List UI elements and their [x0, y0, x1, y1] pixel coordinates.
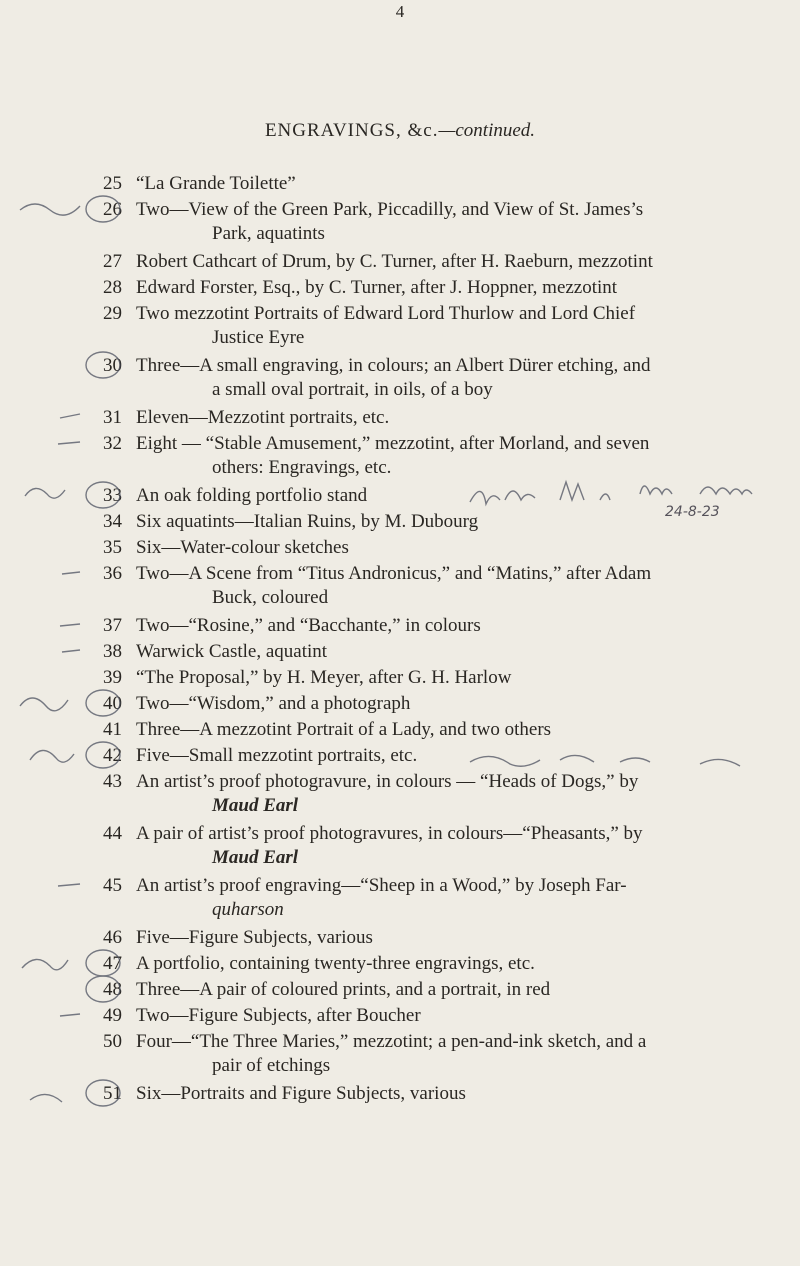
lot-description: Two—Figure Subjects, after Boucher [136, 1005, 421, 1026]
lot-number: 34 [103, 511, 122, 532]
lot-description-cont: quharson [212, 899, 284, 920]
lot-number: 32 [103, 433, 122, 454]
lot-description: Eleven—Mezzotint portraits, etc. [136, 407, 390, 428]
lot-description: Two—View of the Green Park, Piccadilly, and View of St. James’s [136, 199, 644, 220]
lot-description: Robert Cathcart of Drum, by C. Turner, after H. Raeburn, mezzotint [136, 251, 653, 272]
lot-description-cont: Justice Eyre [212, 327, 305, 348]
lot-description: Six aquatints—Italian Ruins, by M. Dubourg [136, 511, 479, 532]
lot-description-cont: Maud Earl [212, 795, 299, 816]
lot-description: An artist’s proof engraving—“Sheep in a Wood,” by Joseph Far- [136, 875, 627, 896]
margin-scribble [25, 488, 65, 498]
circle-mark-lot40 [86, 690, 120, 716]
lot-description: Warwick Castle, aquatint [136, 641, 328, 662]
margin-scribble [20, 204, 80, 215]
lot-number: 31 [103, 407, 122, 428]
lot-description: A pair of artist’s proof photogravures, in colours—“Pheasants,” by [136, 823, 643, 844]
lot-description: Three—A small engraving, in colours; an Albert Dürer etching, and [136, 355, 651, 376]
heading-continued: —continued. [438, 120, 536, 141]
lot-description: An artist’s proof photogravure, in colours — “Heads of Dogs,” by [136, 771, 639, 792]
circle-mark-lot51 [86, 1080, 120, 1106]
lot-number: 48 [103, 979, 122, 1000]
circle-mark-lot30 [86, 352, 120, 378]
lot-description: “La Grande Toilette” [136, 173, 296, 194]
lot-description: Two—A Scene from “Titus Andronicus,” and “Matins,” after Adam [136, 563, 652, 584]
lot-description: Edward Forster, Esq., by C. Turner, after J. Hoppner, mezzotint [136, 277, 618, 298]
margin-scribble [22, 959, 68, 969]
lot-description: An oak folding portfolio stand [136, 485, 368, 506]
lot-number: 29 [103, 303, 122, 324]
handwritten-note-lot33: 24-8-23 [665, 504, 720, 520]
lot-number: 39 [103, 667, 122, 688]
circle-mark-lot48 [86, 976, 120, 1002]
lot-number: 40 [103, 693, 122, 714]
lot-number: 41 [103, 719, 122, 740]
lot-description: Two—“Rosine,” and “Bacchante,” in colours [136, 615, 481, 636]
lot-description: A portfolio, containing twenty-three engravings, etc. [136, 953, 535, 974]
lot-number: 49 [103, 1005, 122, 1026]
lot-description: Six—Water-colour sketches [136, 537, 349, 558]
lot-number: 51 [103, 1083, 122, 1104]
page-number: 4 [395, 2, 405, 21]
lot-number: 42 [103, 745, 122, 766]
lot-number: 50 [103, 1031, 122, 1052]
lot-number: 47 [103, 953, 122, 974]
handwritten-scrawl-lot33 [470, 482, 752, 504]
lot-number: 25 [103, 173, 122, 194]
lot-number: 46 [103, 927, 122, 948]
lot-number: 33 [103, 485, 122, 506]
lot-description-cont: pair of etchings [212, 1055, 331, 1076]
handwritten-scrawl-lot42 [470, 755, 740, 766]
heading-title: ENGRAVINGS, &c. [264, 120, 439, 141]
lot-description: Three—A pair of coloured prints, and a portrait, in red [136, 979, 551, 1000]
lot-number: 38 [103, 641, 122, 662]
lot-description: “The Proposal,” by H. Meyer, after G. H. Harlow [136, 667, 512, 688]
lot-description: Eight — “Stable Amusement,” mezzotint, after Morland, and seven [136, 433, 650, 454]
lot-number: 43 [103, 771, 122, 792]
lot-number: 30 [103, 355, 122, 376]
lot-description-cont: others: Engravings, etc. [212, 457, 392, 478]
lot-description: Two—“Wisdom,” and a photograph [136, 693, 411, 714]
lot-description-cont: Park, aquatints [212, 223, 325, 244]
lot-number: 35 [103, 537, 122, 558]
lot-number: 36 [103, 563, 122, 584]
lot-number: 37 [103, 615, 122, 636]
lot-number: 28 [103, 277, 122, 298]
lot-description-cont: a small oval portrait, in oils, of a boy [212, 379, 493, 400]
margin-scribble [30, 1094, 62, 1102]
margin-scribble [30, 750, 74, 762]
lot-number: 44 [103, 823, 122, 844]
margin-scribble [20, 698, 68, 711]
lot-description: Three—A mezzotint Portrait of a Lady, and two others [136, 719, 552, 740]
lot-description: Five—Figure Subjects, various [136, 927, 373, 948]
lot-description: Four—“The Three Maries,” mezzotint; a pen-and-ink sketch, and a [136, 1031, 647, 1052]
circle-mark-lot33 [86, 482, 120, 508]
lot-description: Six—Portraits and Figure Subjects, various [136, 1083, 466, 1104]
lot-description-cont: Maud Earl [212, 847, 299, 868]
lot-description: Two mezzotint Portraits of Edward Lord Thurlow and Lord Chief [136, 303, 636, 324]
circle-mark-lot26 [86, 196, 120, 222]
circle-mark-lot47 [86, 950, 120, 976]
circle-mark-lot42 [86, 742, 120, 768]
lot-number: 27 [103, 251, 122, 272]
lot-number: 26 [103, 199, 122, 220]
lot-description-cont: Buck, coloured [212, 587, 329, 608]
lot-number: 45 [103, 875, 122, 896]
lot-description: Five—Small mezzotint portraits, etc. [136, 745, 418, 766]
